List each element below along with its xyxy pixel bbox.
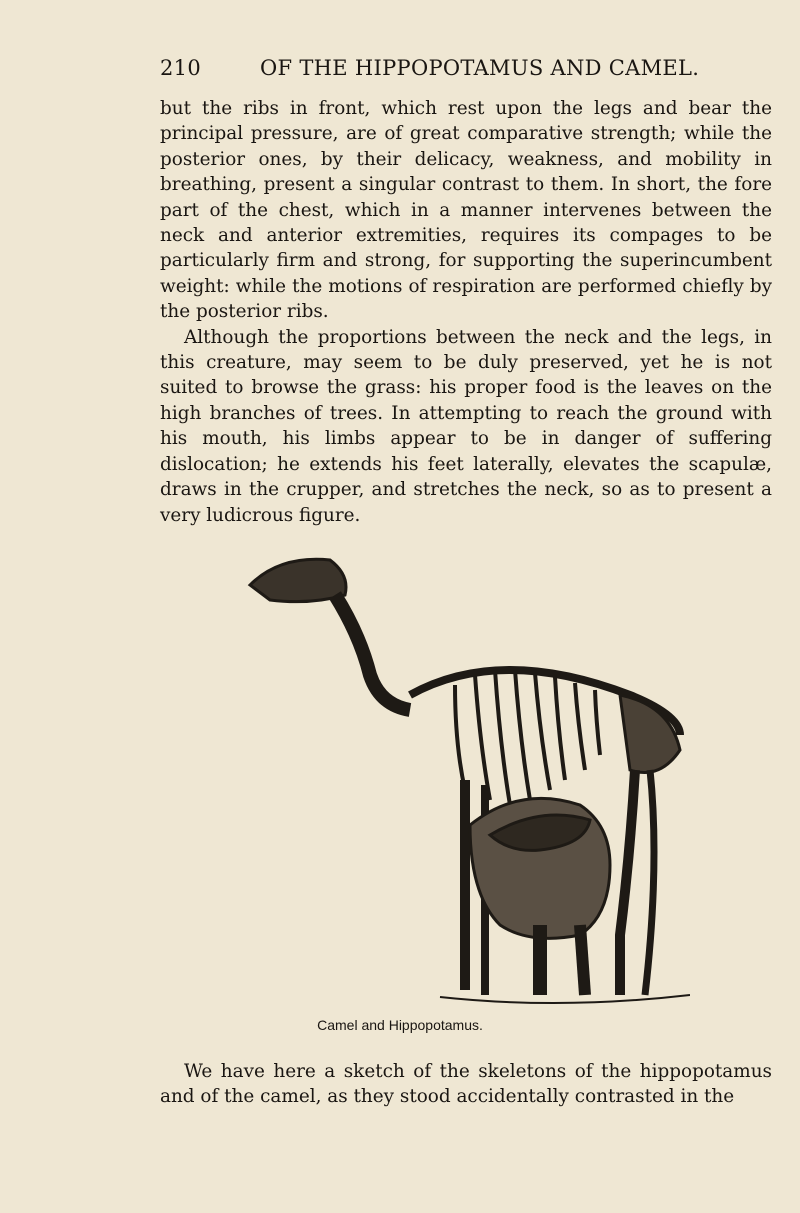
figure-caption: Camel and Hippopotamus. bbox=[317, 1017, 483, 1033]
camel-neck bbox=[335, 595, 410, 710]
camel-skull bbox=[250, 559, 346, 601]
skeleton-illustration bbox=[240, 535, 690, 1015]
ground bbox=[440, 995, 690, 1003]
paragraph: We have here a sketch of the skeletons of the hippopotamus and of the camel, as they stood accidentally contrasted in the bbox=[160, 1061, 772, 1108]
paragraph: but the ribs in front, which rest upon the legs and bear the principal pressure, are of great comparative strength; while the posterior ones, by their delicacy, weakness, and mobility in breathing, present a singular contrast to them. In short, the fore part of the chest, which in a manner intervenes between the neck and anterior extremities, requires its compages to be particularly firm and strong, for supporting the superincumbent weight: while the motions of respiration are performed chiefly by the posterior ribs. bbox=[160, 98, 772, 323]
body-text-continued bbox=[160, 1059, 772, 1110]
body-text bbox=[160, 96, 772, 528]
page-number: 210 bbox=[160, 56, 201, 80]
paragraph: Although the proportions between the neck and the legs, in this creature, may seem to be duly preserved, yet he is not suited to browse the grass: his proper food is the leaves on the high branches of trees. In attempting to reach the ground with his mouth, his limbs appear to be in danger of suffering dislocation; he extends his feet laterally, elevates the scapulæ, draws in the crupper, and stretches the neck, so as to present a very ludicrous figure. bbox=[160, 326, 772, 526]
camel-hindleg bbox=[620, 770, 635, 995]
pelvis bbox=[620, 695, 680, 773]
running-head: OF THE HIPPOPOTAMUS AND CAMEL. bbox=[260, 56, 700, 80]
page-header bbox=[160, 56, 700, 90]
